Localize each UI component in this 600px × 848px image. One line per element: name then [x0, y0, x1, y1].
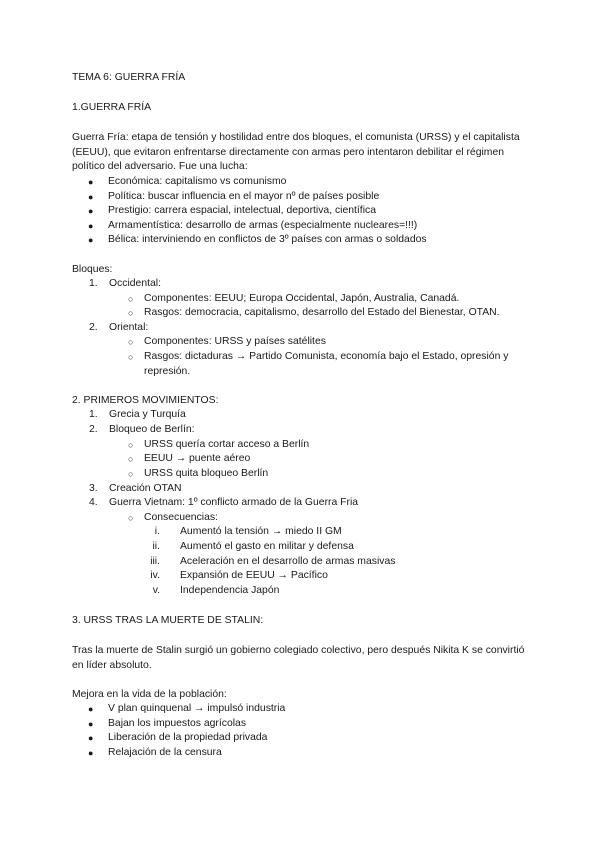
- circle-bullet-icon: ○: [128, 513, 134, 523]
- roman-numeral: i.: [154, 526, 160, 537]
- section-2-heading: 2. PRIMEROS MOVIMIENTOS:: [72, 395, 219, 406]
- list-number: 1.: [89, 409, 98, 420]
- document-title: TEMA 6: GUERRA FRÍA: [72, 72, 186, 83]
- bloque-name: Oriental:: [109, 322, 149, 333]
- circle-bullet-icon: ○: [128, 440, 134, 450]
- bullet-icon: ●: [88, 221, 94, 231]
- roman-numeral: ii.: [152, 541, 160, 552]
- section-1-heading: 1.GUERRA FRÍA: [72, 102, 152, 113]
- section-1-intro: Guerra Fría: etapa de tensión y hostilidad entre dos bloques, el comunista (URSS) y el capitalista (EEUU), que evitaron enfrentarse directamente con armas pero intentaron debilitar el régimen político del adversario. Fue una lucha:: [72, 132, 520, 173]
- bloques-label: Bloques:: [72, 264, 113, 275]
- bullet-icon: ●: [88, 733, 94, 743]
- list-number: 2.: [89, 322, 98, 333]
- section-3-heading: 3. URSS TRAS LA MUERTE DE STALIN:: [72, 615, 264, 626]
- mejora-label: Mejora en la vida de la población:: [72, 689, 227, 700]
- circle-bullet-icon: ○: [128, 308, 134, 318]
- bullet-icon: ●: [88, 748, 94, 758]
- bullet-icon: ●: [88, 704, 94, 714]
- list-number: 4.: [89, 497, 98, 508]
- list-number: 1.: [89, 278, 98, 289]
- bullet-icon: ●: [88, 192, 94, 202]
- bloque-name: Occidental:: [109, 278, 161, 289]
- roman-numeral: iii.: [150, 556, 160, 567]
- roman-numeral: v.: [152, 585, 160, 596]
- section-3-intro: Tras la muerte de Stalin surgió un gobierno colegiado colectivo, pero después Nikita K se convirtió en líder absoluto.: [72, 645, 525, 671]
- roman-numeral: iv.: [150, 570, 160, 581]
- circle-bullet-icon: ○: [128, 294, 134, 304]
- circle-bullet-icon: ○: [128, 337, 134, 347]
- circle-bullet-icon: ○: [128, 454, 134, 464]
- circle-bullet-icon: ○: [128, 469, 134, 479]
- circle-bullet-icon: ○: [128, 352, 134, 362]
- bullet-icon: ●: [88, 235, 94, 245]
- list-number: 2.: [89, 424, 98, 435]
- bullet-icon: ●: [88, 719, 94, 729]
- bullet-icon: ●: [88, 177, 94, 187]
- bullet-icon: ●: [88, 206, 94, 216]
- list-number: 3.: [89, 483, 98, 494]
